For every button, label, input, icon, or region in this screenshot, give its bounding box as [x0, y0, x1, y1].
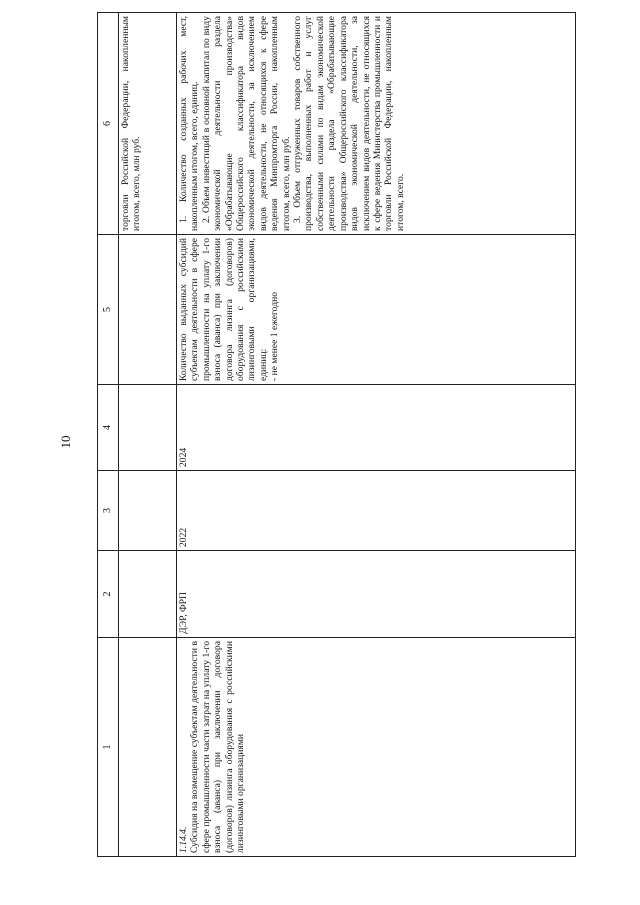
rotated-table-container [97, 13, 576, 857]
header-cell-3: 3 [98, 471, 119, 551]
page-number: 10 [58, 435, 73, 449]
header-cell-5: 5 [98, 235, 119, 385]
continuation-cell-4 [119, 385, 177, 471]
continuation-cell-5 [119, 235, 177, 385]
header-cell-1: 1 [98, 638, 119, 857]
indicator-cell [177, 235, 576, 385]
continuation-cell-6: торговли Российской Федерации, накопленным итогом, всего, млн руб. [119, 13, 177, 235]
results-cell [177, 13, 576, 235]
table-row [177, 13, 576, 857]
measure-cell [177, 638, 576, 857]
header-cell-2: 2 [98, 551, 119, 638]
header-cell-4: 4 [98, 385, 119, 471]
indicator-text: Количество выданных субсидий субъектам деятельности в сфере промышленности на уплату 1-го взноса (аванса) при заключении договора лизинга (договоров) оборудования с российскими лизинговыми организациями, единиц: [178, 238, 269, 381]
measure-number: 1.14.4. [178, 826, 189, 853]
result-item-3: 3. Объем отгруженных товаров собственного производства, выполненных работ и услуг собственными силами по видам экономической деятельности раздела «Обрабатывающие производства» Общероссийского классификатора видов экономической деятельности, за исключением видов деятельности, не относящихся к сфере ведения Министерства промышленности и торговли Российской Федерации, накопленным итогом, всего. [292, 16, 406, 231]
start-year-cell: 2022 [177, 471, 576, 551]
continuation-cell-3 [119, 471, 177, 551]
continuation-row [119, 13, 177, 857]
measure-text: Субсидия на возмещение субъектам деятельности в сфере промышленности части затрат на уплату 1-го взноса (аванса) при заключении договора (договоров) лизинга оборудования с российскими лизинговыми организациями [189, 641, 247, 853]
indicator-value: - не менее 1 ежегодно [269, 291, 281, 381]
result-item-1: 1. Количество созданных рабочих мест, накопленным итогом, всего, единиц. [178, 16, 201, 231]
result-item-2: 2. Объем инвестиций в основной капитал по виду экономической деятельности раздела «Обрабатывающие производства» Общероссийского классификатора видов экономической деятельности, за исключением видов деятельности, не относящихся к сфере ведения Минпромторга России, накопленным итогом, всего, млн руб. [200, 16, 292, 231]
end-year-cell: 2024 [177, 385, 576, 471]
rotated-page [97, 13, 576, 857]
executor-cell: ДЭР, ФРП [177, 551, 576, 638]
continuation-cell-1 [119, 638, 177, 857]
measures-table [97, 12, 576, 857]
header-row [98, 13, 119, 857]
header-cell-6: 6 [98, 13, 119, 235]
continuation-cell-2 [119, 551, 177, 638]
